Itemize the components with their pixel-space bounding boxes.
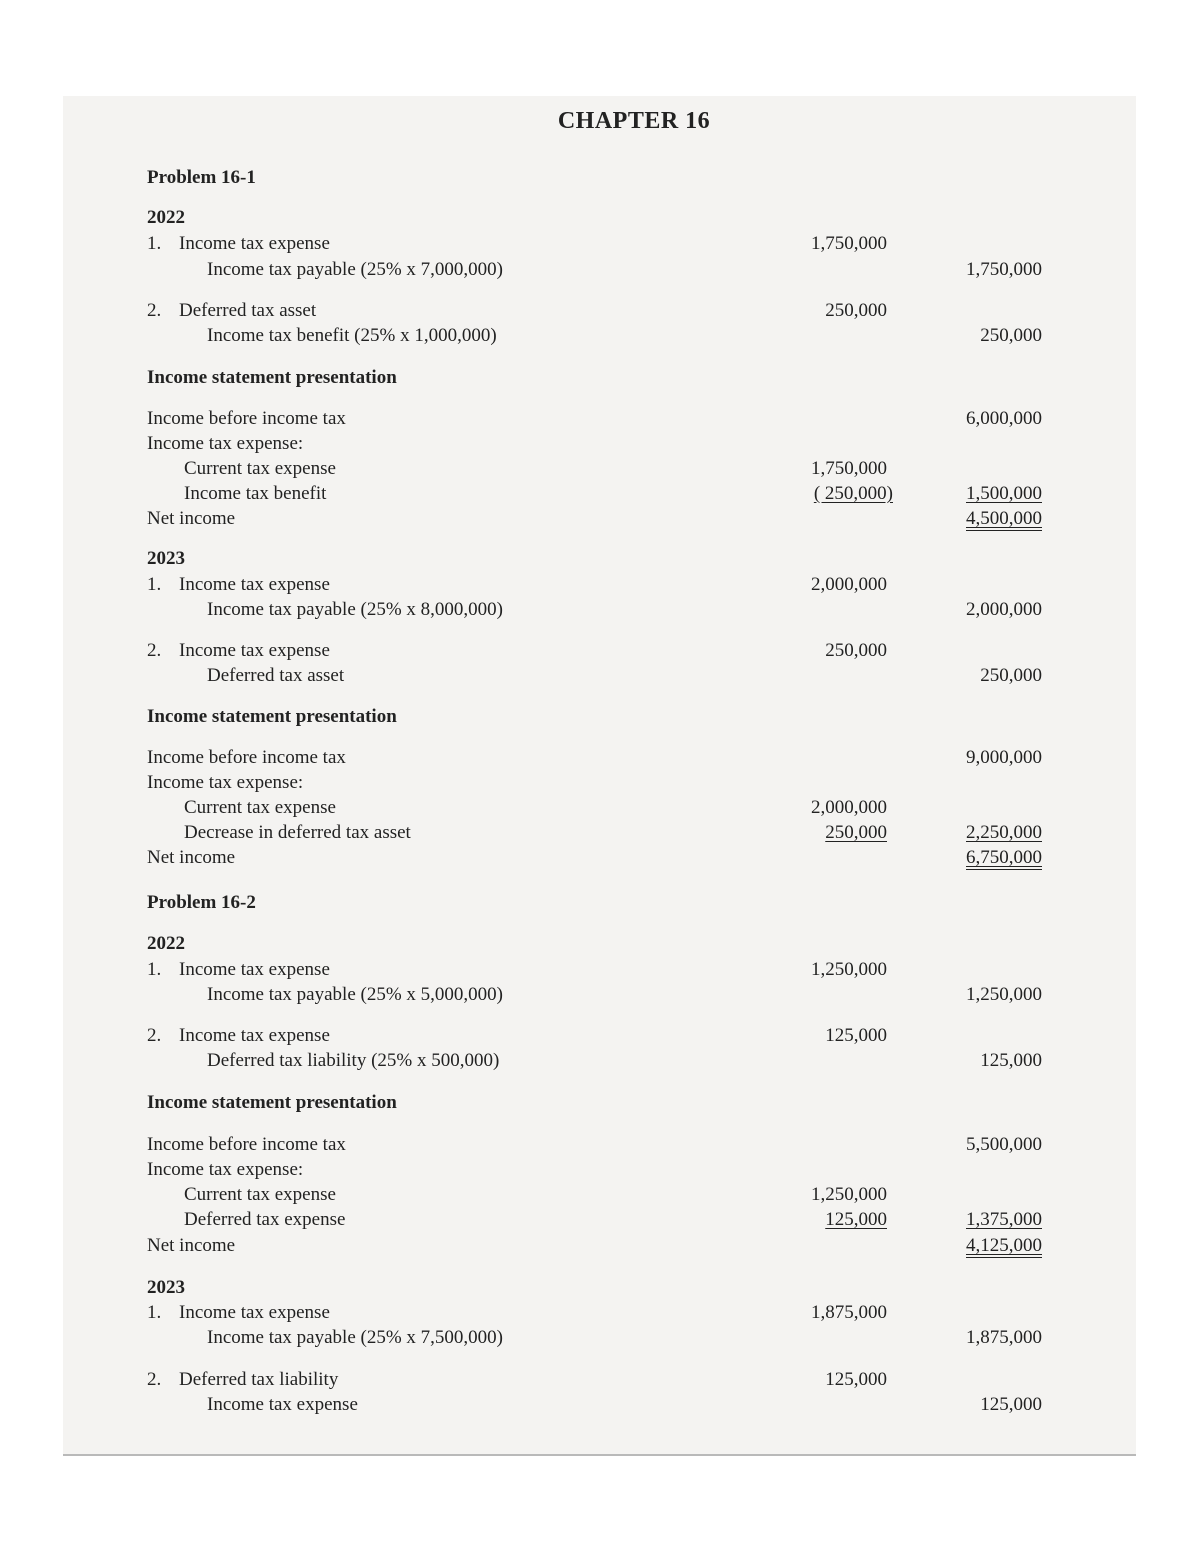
income-before-tax-amount: 6,000,000 <box>966 408 1042 429</box>
income-statement-heading: Income statement presentation <box>147 706 397 727</box>
adjustment-label: Decrease in deferred tax asset <box>184 822 411 843</box>
adjustment-label: Deferred tax expense <box>184 1209 346 1230</box>
problem-title: Problem 16-1 <box>147 167 256 188</box>
journal-debit-line <box>0 956 1200 984</box>
adjustment-amount: 250,000 <box>825 822 887 843</box>
journal-credit-line <box>0 322 1200 350</box>
income-before-tax-label: Income before income tax <box>147 408 346 429</box>
debit-account: Income tax expense <box>179 574 330 595</box>
credit-amount: 250,000 <box>980 325 1042 346</box>
statement-line <box>0 794 1200 822</box>
debit-account: Income tax expense <box>179 1302 330 1323</box>
credit-amount: 1,750,000 <box>966 259 1042 280</box>
debit-amount: 1,250,000 <box>811 959 887 980</box>
debit-account: Deferred tax liability <box>179 1369 339 1390</box>
tax-expense-label: Income tax expense: <box>147 772 304 793</box>
entry-number: 1. <box>147 233 162 254</box>
credit-account: Deferred tax liability (25% x 500,000) <box>207 1050 500 1071</box>
credit-amount: 125,000 <box>980 1050 1042 1071</box>
income-statement-heading: Income statement presentation <box>147 1092 397 1113</box>
current-tax-label: Current tax expense <box>184 1184 336 1205</box>
credit-amount: 250,000 <box>980 665 1042 686</box>
credit-account: Income tax payable (25% x 7,500,000) <box>207 1327 503 1348</box>
statement-line <box>0 1131 1200 1159</box>
net-income-label: Net income <box>147 1235 236 1256</box>
statement-line <box>0 455 1200 483</box>
credit-amount: 2,000,000 <box>966 599 1042 620</box>
debit-amount: 1,875,000 <box>811 1302 887 1323</box>
year-heading <box>0 930 1200 958</box>
debit-account: Income tax expense <box>179 1025 330 1046</box>
current-tax-amount: 1,250,000 <box>811 1184 887 1205</box>
credit-account: Deferred tax asset <box>207 665 345 686</box>
income-before-tax-label: Income before income tax <box>147 1134 346 1155</box>
journal-credit-line <box>0 981 1200 1009</box>
statement-line <box>0 769 1200 797</box>
problem-heading <box>0 164 1200 192</box>
statement-line <box>0 1232 1200 1260</box>
debit-account: Income tax expense <box>179 959 330 980</box>
statement-line <box>0 819 1200 847</box>
debit-amount: 250,000 <box>825 300 887 321</box>
year-heading <box>0 1274 1200 1302</box>
statement-line <box>0 405 1200 433</box>
statement-line <box>0 1206 1200 1234</box>
net-income-label: Net income <box>147 508 236 529</box>
statement-line <box>0 430 1200 458</box>
journal-credit-line <box>0 256 1200 284</box>
section-heading <box>0 1089 1200 1117</box>
credit-amount: 1,250,000 <box>966 984 1042 1005</box>
journal-debit-line <box>0 637 1200 665</box>
year-label: 2022 <box>147 207 185 228</box>
debit-account: Deferred tax asset <box>179 300 317 321</box>
statement-line <box>0 1181 1200 1209</box>
adjustment-amount: ( 250,000) <box>813 483 893 504</box>
journal-credit-line <box>0 596 1200 624</box>
net-income-amount: 4,500,000 <box>966 508 1042 529</box>
journal-debit-line <box>0 230 1200 258</box>
debit-account: Income tax expense <box>179 233 330 254</box>
net-income-label: Net income <box>147 847 236 868</box>
entry-number: 2. <box>147 640 162 661</box>
journal-debit-line <box>0 297 1200 325</box>
statement-line <box>0 480 1200 508</box>
entry-number: 2. <box>147 300 162 321</box>
journal-credit-line <box>0 662 1200 690</box>
year-label: 2023 <box>147 1277 185 1298</box>
journal-credit-line <box>0 1391 1200 1419</box>
net-income-amount: 6,750,000 <box>966 847 1042 868</box>
income-before-tax-amount: 9,000,000 <box>966 747 1042 768</box>
credit-amount: 1,875,000 <box>966 1327 1042 1348</box>
debit-amount: 125,000 <box>825 1369 887 1390</box>
statement-line <box>0 505 1200 533</box>
total-tax-amount: 1,500,000 <box>966 483 1042 504</box>
year-heading <box>0 545 1200 573</box>
chapter-title: CHAPTER 16 <box>557 108 711 134</box>
income-before-tax-label: Income before income tax <box>147 747 346 768</box>
current-tax-label: Current tax expense <box>184 797 336 818</box>
year-heading <box>0 204 1200 232</box>
problem-heading <box>0 889 1200 917</box>
journal-debit-line <box>0 1022 1200 1050</box>
adjustment-label: Income tax benefit <box>184 483 327 504</box>
year-label: 2023 <box>147 548 185 569</box>
net-income-amount: 4,125,000 <box>966 1235 1042 1256</box>
credit-account: Income tax payable (25% x 5,000,000) <box>207 984 503 1005</box>
debit-amount: 1,750,000 <box>811 233 887 254</box>
statement-line <box>0 844 1200 872</box>
total-tax-amount: 1,375,000 <box>966 1209 1042 1230</box>
total-tax-amount: 2,250,000 <box>966 822 1042 843</box>
entry-number: 1. <box>147 1302 162 1323</box>
entry-number: 1. <box>147 574 162 595</box>
journal-debit-line <box>0 1299 1200 1327</box>
credit-account: Income tax payable (25% x 8,000,000) <box>207 599 503 620</box>
income-before-tax-amount: 5,500,000 <box>966 1134 1042 1155</box>
income-statement-heading: Income statement presentation <box>147 367 397 388</box>
debit-amount: 2,000,000 <box>811 574 887 595</box>
section-heading <box>0 703 1200 731</box>
debit-amount: 250,000 <box>825 640 887 661</box>
section-heading <box>0 364 1200 392</box>
tax-expense-label: Income tax expense: <box>147 433 304 454</box>
entry-number: 2. <box>147 1369 162 1390</box>
problem-title: Problem 16-2 <box>147 892 256 913</box>
journal-credit-line <box>0 1324 1200 1352</box>
statement-line <box>0 1156 1200 1184</box>
entry-number: 2. <box>147 1025 162 1046</box>
adjustment-amount: 125,000 <box>825 1209 887 1230</box>
debit-account: Income tax expense <box>179 640 330 661</box>
current-tax-amount: 2,000,000 <box>811 797 887 818</box>
journal-credit-line <box>0 1047 1200 1075</box>
credit-amount: 125,000 <box>980 1394 1042 1415</box>
tax-expense-label: Income tax expense: <box>147 1159 304 1180</box>
journal-debit-line <box>0 571 1200 599</box>
credit-account: Income tax benefit (25% x 1,000,000) <box>207 325 497 346</box>
entry-number: 1. <box>147 959 162 980</box>
statement-line <box>0 744 1200 772</box>
credit-account: Income tax expense <box>207 1394 358 1415</box>
current-tax-amount: 1,750,000 <box>811 458 887 479</box>
current-tax-label: Current tax expense <box>184 458 336 479</box>
year-label: 2022 <box>147 933 185 954</box>
debit-amount: 125,000 <box>825 1025 887 1046</box>
journal-debit-line <box>0 1366 1200 1394</box>
credit-account: Income tax payable (25% x 7,000,000) <box>207 259 503 280</box>
